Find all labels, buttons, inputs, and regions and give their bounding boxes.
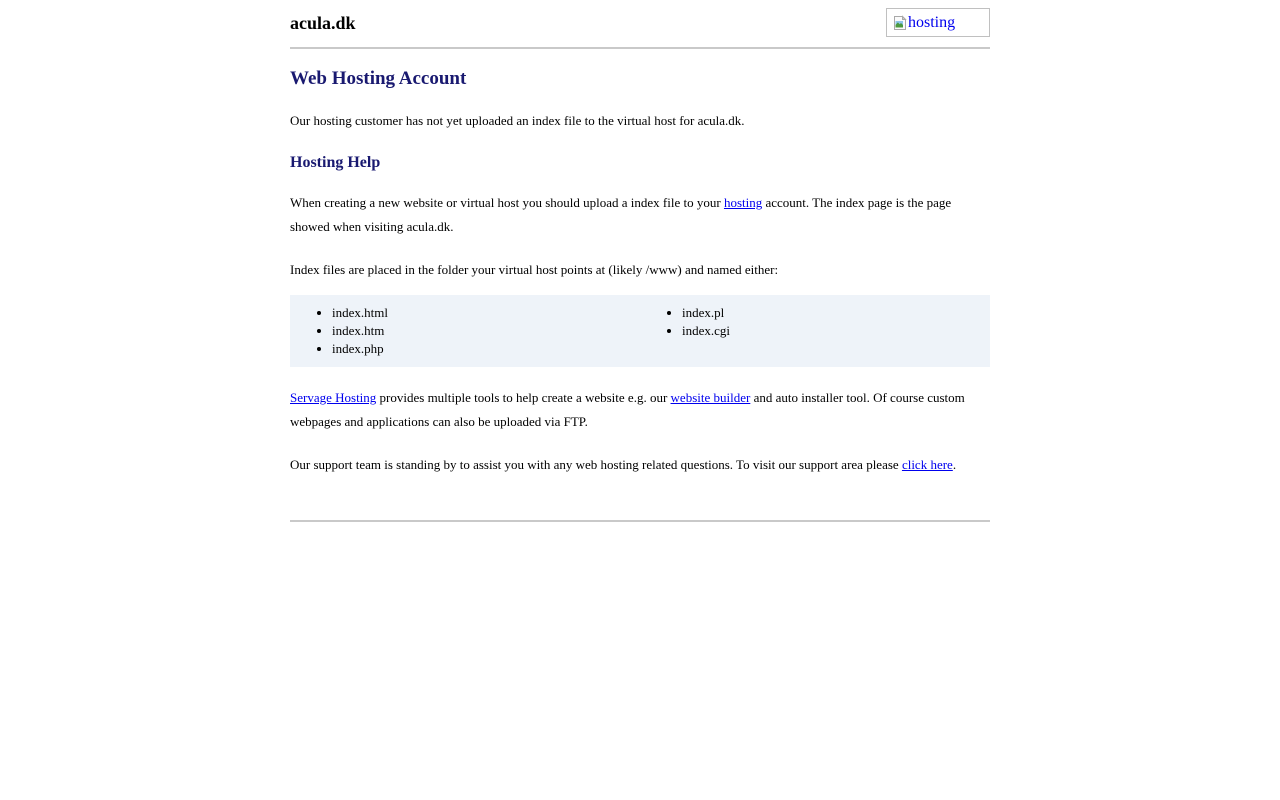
list-item: • index.html [332, 304, 638, 322]
website-builder-link[interactable]: website builder [670, 390, 751, 405]
hosting-logo-link[interactable] [886, 8, 990, 37]
list-item: • index.htm [332, 322, 638, 340]
list-item: • index.pl [682, 304, 988, 322]
index-files-right-list [642, 304, 988, 340]
page-container [290, 0, 990, 800]
support-text-before: Our support team is standing by to assist you with any web hosting related questions. To visit our support area please [290, 457, 902, 472]
help-paragraph [290, 191, 990, 239]
footer-divider [290, 520, 990, 522]
index-files-table [290, 295, 990, 367]
header-divider [290, 47, 990, 49]
index-files-right-cell [640, 295, 990, 367]
page-header [290, 6, 990, 37]
servage-text-after: and auto installer tool. Of course custom webpages and applications can also be uploaded via FTP. [290, 390, 965, 429]
support-text-after: . [952, 457, 957, 472]
hosting-link[interactable]: hosting [723, 195, 763, 210]
intro-paragraph: Our hosting customer has not yet uploaded an index file to the virtual host for acula.dk. [290, 113, 745, 128]
hosting-logo-alt-text: hosting [908, 14, 956, 31]
page-title: Web Hosting Account [290, 68, 467, 89]
index-files-left-list [292, 304, 638, 358]
list-item: • index.cgi [682, 322, 988, 340]
servage-hosting-link[interactable]: Servage Hosting [290, 390, 377, 405]
support-paragraph [290, 453, 990, 477]
help-text-after: account. The index page is the page showed when visiting acula.dk. [290, 195, 952, 234]
hosting-help-heading: Hosting Help [290, 154, 381, 171]
servage-paragraph [290, 386, 990, 434]
click-here-link[interactable]: click here [901, 457, 953, 472]
broken-image-icon [892, 15, 908, 31]
index-files-left-cell [290, 295, 640, 367]
list-item: • index.php [332, 340, 638, 358]
help-text-before: When creating a new website or virtual host you should upload a index file to your [290, 195, 724, 210]
servage-text-mid: provides multiple tools to help create a website e.g. our [376, 390, 671, 405]
site-title: acula.dk [290, 13, 356, 33]
index-note-paragraph: Index files are placed in the folder your virtual host points at (likely /www) and named either: [290, 262, 779, 277]
